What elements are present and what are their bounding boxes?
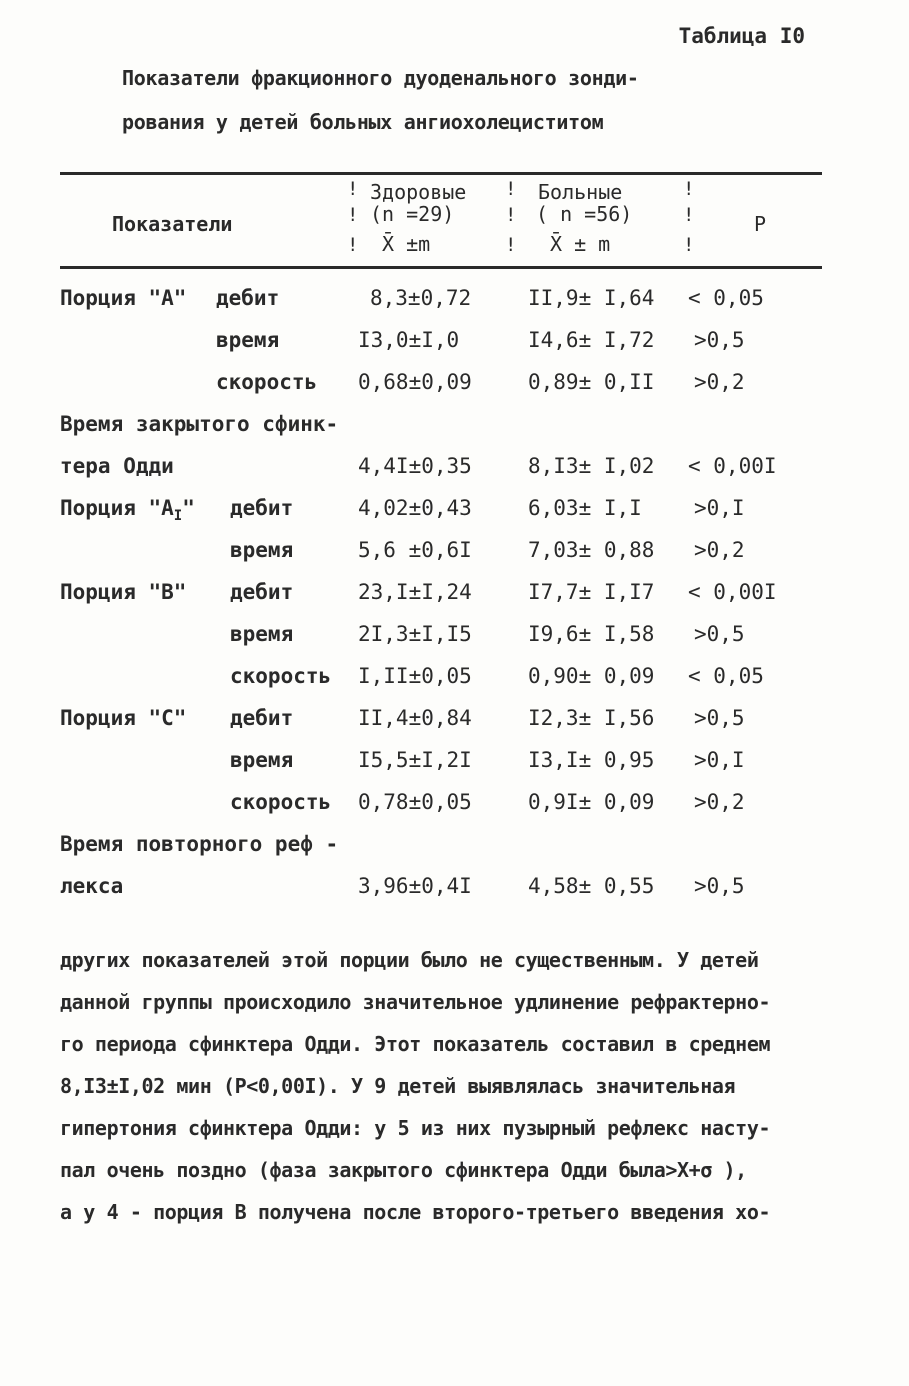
row-group: Время повторного реф - — [60, 832, 339, 856]
paragraph-line: других показателей этой порции было не существенным. У детей — [60, 948, 759, 972]
row-sick: I3,I± 0,95 — [528, 748, 655, 772]
row-param: скорость — [216, 370, 318, 394]
row-healthy: 4,4I±0,35 — [358, 454, 472, 478]
paragraph-line: гипертония сфинктера Одди: у 5 из них пузырный рефлекс насту- — [60, 1116, 771, 1140]
row-group: лекса — [60, 874, 124, 898]
row-group: тера Одди — [60, 454, 174, 478]
row-healthy: 2I,3±I,I5 — [358, 622, 472, 646]
header-healthy-stat: X̄ ±m — [382, 232, 431, 256]
row-param: скорость — [230, 790, 332, 814]
table-title-line-1: Показатели фракционного дуоденального зонди- — [122, 66, 639, 90]
row-p: >0,5 — [694, 622, 745, 646]
row-sick: I7,7± I,I7 — [528, 580, 655, 604]
header-healthy: Здоровые — [370, 180, 467, 204]
row-healthy: 4,02±0,43 — [358, 496, 472, 520]
row-param: время — [230, 538, 294, 562]
row-param: время — [216, 328, 280, 352]
row-p: < 0,05 — [688, 286, 764, 310]
header-sick: Больные — [538, 180, 623, 204]
row-p: >0,5 — [694, 706, 745, 730]
row-group: Порция "C" — [60, 706, 187, 730]
header-p: P — [754, 212, 767, 236]
row-group: Порция "B" — [60, 580, 187, 604]
header-sick-stat: X̄ ± m — [550, 232, 611, 256]
row-sick: 0,9I± 0,09 — [528, 790, 655, 814]
row-healthy: 8,3±0,72 — [370, 286, 472, 310]
row-p: >0,5 — [694, 328, 745, 352]
row-param: время — [230, 622, 294, 646]
row-p: < 0,00I — [688, 580, 777, 604]
header-separator: ! — [683, 178, 695, 200]
header-separator: ! — [683, 234, 695, 256]
row-p: >0,5 — [694, 874, 745, 898]
row-sick: 0,89± 0,II — [528, 370, 655, 394]
paragraph-line: 8,I3±I,02 мин (P<0,00I). У 9 детей выявлялась значительная — [60, 1074, 736, 1098]
row-healthy: 23,I±I,24 — [358, 580, 472, 604]
row-p: >0,I — [694, 748, 745, 772]
row-param: дебит — [230, 496, 294, 520]
table-number: Таблица I0 — [678, 24, 805, 48]
header-separator: ! — [505, 178, 517, 200]
row-healthy: II,4±0,84 — [358, 706, 472, 730]
paragraph-line: данной группы происходило значительное удлинение рефрактерно- — [60, 990, 771, 1014]
header-separator: ! — [347, 178, 359, 200]
row-p: >0,I — [694, 496, 745, 520]
row-group: Порция "A" — [60, 286, 187, 310]
row-p: < 0,05 — [688, 664, 764, 688]
row-group: Порция "$A_I$" — [60, 496, 195, 525]
row-sick: 7,03± 0,88 — [528, 538, 655, 562]
row-sick: 4,58± 0,55 — [528, 874, 655, 898]
row-p: < 0,00I — [688, 454, 777, 478]
header-healthy-n: (n =29) — [370, 202, 455, 226]
paragraph-line: пал очень поздно (фаза закрытого сфинктера Одди была>X+σ ), — [60, 1158, 747, 1182]
table-top-rule — [60, 172, 822, 175]
row-sick: 8,I3± I,02 — [528, 454, 655, 478]
row-param: дебит — [230, 706, 294, 730]
row-param: дебит — [216, 286, 280, 310]
table-title-line-2: рования у детей больных ангиохолециститом — [122, 110, 604, 134]
row-p: >0,2 — [694, 538, 745, 562]
row-p: >0,2 — [694, 790, 745, 814]
header-separator: ! — [347, 204, 359, 226]
row-healthy: I,II±0,05 — [358, 664, 472, 688]
header-separator: ! — [683, 204, 695, 226]
row-sick: I2,3± I,56 — [528, 706, 655, 730]
row-healthy: 3,96±0,4I — [358, 874, 472, 898]
header-separator: ! — [505, 204, 517, 226]
row-sick: II,9± I,64 — [528, 286, 655, 310]
row-sick: I4,6± I,72 — [528, 328, 655, 352]
row-sick: 6,03± I,I — [528, 496, 642, 520]
row-healthy: 0,78±0,05 — [358, 790, 472, 814]
row-param: дебит — [230, 580, 294, 604]
header-separator: ! — [347, 234, 359, 256]
row-healthy: 5,6 ±0,6I — [358, 538, 472, 562]
row-healthy: I3,0±I,0 — [358, 328, 460, 352]
row-healthy: 0,68±0,09 — [358, 370, 472, 394]
header-sick-n: ( n =56) — [536, 202, 633, 226]
row-healthy: I5,5±I,2I — [358, 748, 472, 772]
row-sick: 0,90± 0,09 — [528, 664, 655, 688]
paragraph-line: а у 4 - порция B получена после второго-третьего введения хо- — [60, 1200, 771, 1224]
row-p: >0,2 — [694, 370, 745, 394]
table-header-rule — [60, 266, 822, 269]
row-sick: I9,6± I,58 — [528, 622, 655, 646]
header-separator: ! — [505, 234, 517, 256]
row-group: Время закрытого сфинк- — [60, 412, 339, 436]
paragraph-line: го периода сфинктера Одди. Этот показатель составил в среднем — [60, 1032, 771, 1056]
header-indicators: Показатели — [112, 212, 233, 236]
row-param: время — [230, 748, 294, 772]
row-param: скорость — [230, 664, 332, 688]
